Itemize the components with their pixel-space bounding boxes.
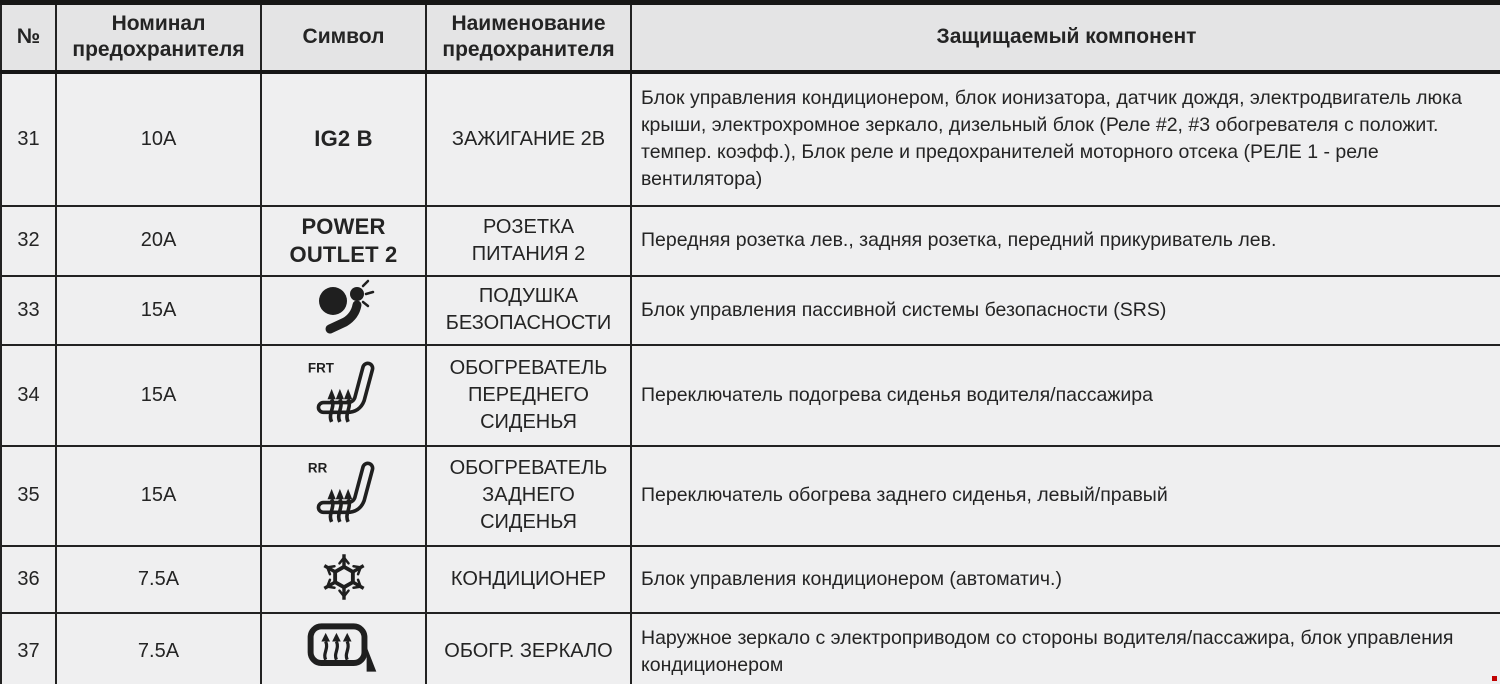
fuse-symbol-text: POWER OUTLET 2	[289, 214, 398, 267]
fuse-name: КОНДИЦИОНЕР	[426, 546, 631, 613]
watermark-dot	[1492, 676, 1497, 681]
fuse-rating: 15А	[56, 276, 261, 345]
fuse-component: Наружное зеркало с электроприводом со стороны водителя/пассажира, блок управления кондиционером	[631, 613, 1500, 684]
table-row	[1, 613, 1500, 684]
fuse-rating: 15А	[56, 446, 261, 546]
seat-heater-icon	[306, 360, 382, 426]
fuse-component: Переключатель обогрева заднего сиденья, левый/правый	[631, 446, 1500, 546]
fuse-name: РОЗЕТКА ПИТАНИЯ 2	[426, 206, 631, 276]
snowflake-icon	[319, 552, 369, 602]
seat-position-label: RR	[307, 460, 327, 476]
fuse-symbol-cell	[261, 613, 426, 684]
airbag-icon	[312, 279, 376, 337]
fuse-symbol-cell	[261, 446, 426, 546]
table-header-row	[1, 3, 1500, 72]
fuse-component: Блок управления пассивной системы безопасности (SRS)	[631, 276, 1500, 345]
table-row	[1, 206, 1500, 276]
seat-position-label: FRT	[307, 359, 334, 375]
fuse-symbol-cell	[261, 276, 426, 345]
fuse-rating: 20А	[56, 206, 261, 276]
mirror-heater-icon	[305, 621, 383, 677]
table-row	[1, 276, 1500, 345]
fuse-component: Блок управления кондиционером (автоматич.)	[631, 546, 1500, 613]
seat-heater-icon	[306, 460, 382, 526]
table-row	[1, 446, 1500, 546]
fuse-number: 32	[1, 206, 56, 276]
header-rating: Номинал предохранителя	[56, 3, 261, 72]
fuse-number: 34	[1, 345, 56, 446]
fuse-symbol-cell	[261, 206, 426, 276]
fuse-component: Блок управления кондиционером, блок ионизатора, датчик дождя, электродвигатель люка крыши, электрохромное зеркало, дизельный блок (Реле #2, #3 обогревателя с положит. темпер. коэфф.), Блок реле и предохранителей моторного отсека (РЕЛЕ 1 - реле вентилятора)	[631, 72, 1500, 206]
fuse-symbol-cell	[261, 72, 426, 206]
fuse-symbol-text: IG2 B	[314, 126, 373, 152]
table-row	[1, 546, 1500, 613]
fuse-number: 31	[1, 72, 56, 206]
fuse-name: ОБОГР. ЗЕРКАЛО	[426, 613, 631, 684]
fuse-name: ПОДУШКА БЕЗОПАСНОСТИ	[426, 276, 631, 345]
fuse-name: ОБОГРЕВАТЕЛЬ ПЕРЕДНЕГО СИДЕНЬЯ	[426, 345, 631, 446]
fuse-name: ЗАЖИГАНИЕ 2В	[426, 72, 631, 206]
fuse-symbol-cell	[261, 546, 426, 613]
fuse-number: 37	[1, 613, 56, 684]
fuse-component: Передняя розетка лев., задняя розетка, передний прикуриватель лев.	[631, 206, 1500, 276]
header-name: Наименование предохранителя	[426, 3, 631, 72]
header-no: №	[1, 3, 56, 72]
table-row	[1, 345, 1500, 446]
header-component: Защищаемый компонент	[631, 3, 1500, 72]
fuse-number: 35	[1, 446, 56, 546]
fuse-name: ОБОГРЕВАТЕЛЬ ЗАДНЕГО СИДЕНЬЯ	[426, 446, 631, 546]
fuse-symbol-cell	[261, 345, 426, 446]
fuse-rating: 7.5А	[56, 546, 261, 613]
fuse-rating: 15А	[56, 345, 261, 446]
fuse-number: 33	[1, 276, 56, 345]
table-row	[1, 72, 1500, 206]
fuse-number: 36	[1, 546, 56, 613]
fuse-component: Переключатель подогрева сиденья водителя/пассажира	[631, 345, 1500, 446]
fuse-rating: 7.5А	[56, 613, 261, 684]
fuse-rating: 10А	[56, 72, 261, 206]
header-symbol: Символ	[261, 3, 426, 72]
